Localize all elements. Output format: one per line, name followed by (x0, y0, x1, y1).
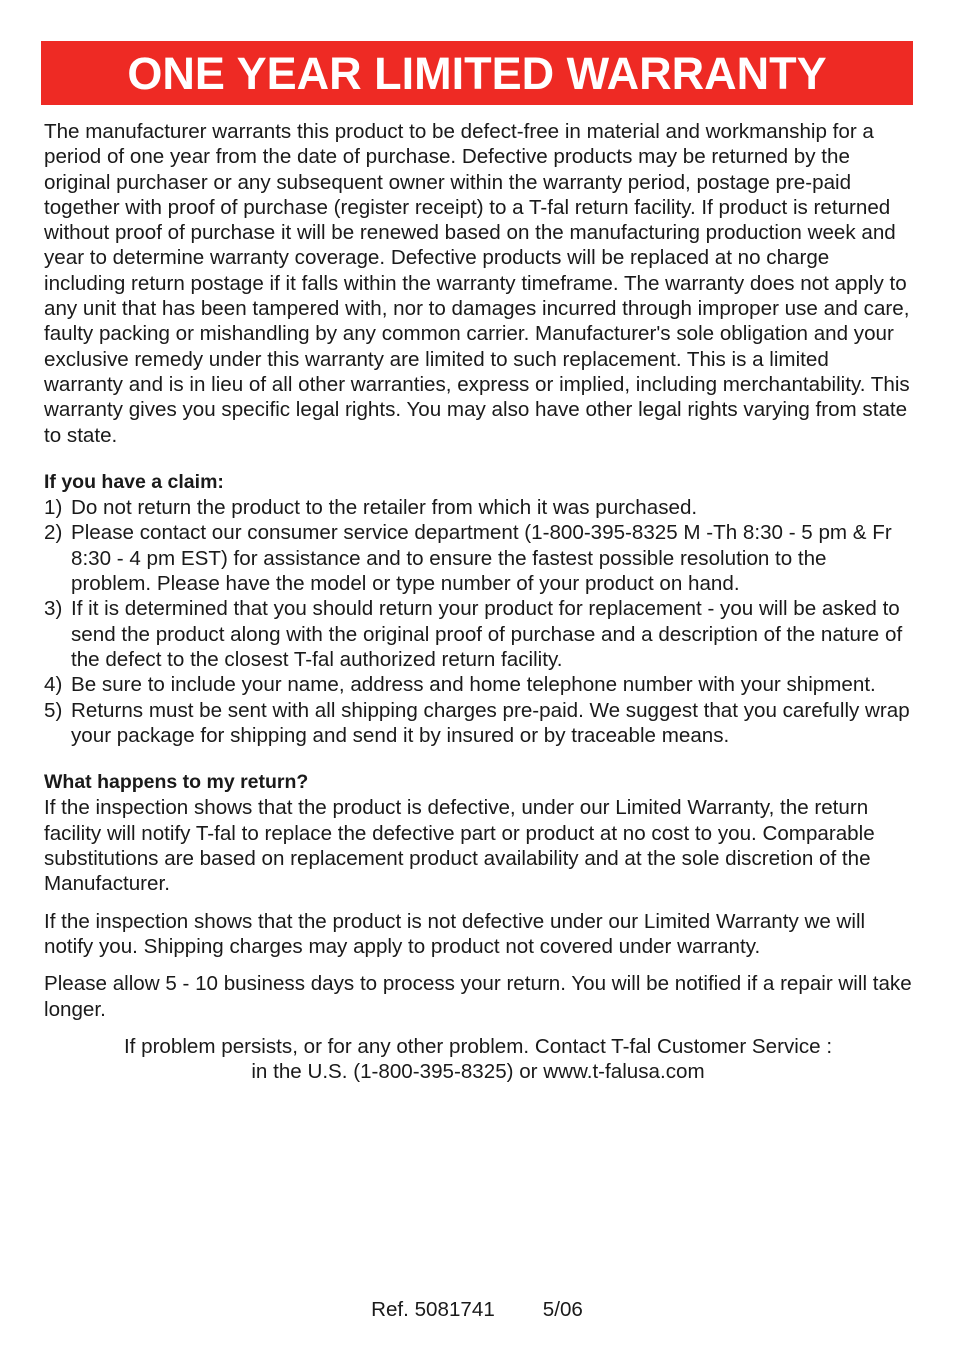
intro-paragraph: The manufacturer warrants this product to be defect-free in material and workmanship for a period of one year from the date of purchase. Defective products may be returned by the original purchaser or any subsequent owner within the warranty period, postage pre-paid together with proof of purchase (register receipt) to a T-fal return facility. If product is returned without proof of purchase it will be renewed based on the manufacturing production week and year to determine warranty coverage. Defective products will be replaced at no charge including return postage if it falls within the warranty timeframe. The warranty does not apply to any unit that has been tampered with, nor to damages incurred through improper use and care, faulty packing or mishandling by any common carrier. Manufacturer's sole obligation and your exclusive remedy under this warranty are limited to such replacement. This is a limited warranty and is in lieu of all other warranties, express or implied, including merchantability. This warranty gives you specific legal rights. You may also have other legal rights varying from state to state. (44, 120, 910, 447)
claim-heading: If you have a claim: (44, 470, 224, 493)
warranty-body (44, 119, 912, 1084)
step-text: Be sure to include your name, address and home telephone number with your shipment. (71, 673, 876, 697)
claim-step (44, 698, 912, 749)
footer-reference (0, 1298, 954, 1322)
claim-step (44, 672, 912, 697)
contact-block (44, 1034, 912, 1085)
claim-step (44, 596, 912, 672)
page-title: ONE YEAR LIMITED WARRANTY (127, 47, 827, 99)
revision-date: 5/06 (542, 1298, 583, 1321)
contact-line-1: If problem persists, or for any other problem. Contact T-fal Customer Service : (123, 1034, 833, 1058)
claim-step (44, 520, 912, 596)
step-number: 5) (44, 698, 63, 722)
contact-line-2: in the U.S. (1-800-395-8325) or www.t-falusa.com (251, 1060, 705, 1084)
step-number: 3) (44, 597, 63, 621)
step-text: If it is determined that you should return your product for replacement - you will be asked to send the product along with the original proof of purchase and a description of the nature of the defect to the closest T-fal authorized return facility. (71, 597, 903, 671)
return-paragraph-timing: Please allow 5 - 10 business days to process your return. You will be notified if a repair will take longer. (44, 972, 912, 1021)
return-heading: What happens to my return? (44, 771, 309, 794)
step-text: Please contact our consumer service department (1-800-395-8325 M -Th 8:30 - 5 pm & Fr 8:30 - 4 pm EST) for assistance and to ensure the fastest possible resolution to the problem. Please have the model or type number of your product on hand. (71, 521, 892, 596)
step-text: Do not return the product to the retailer from which it was purchased. (71, 496, 698, 520)
step-number: 4) (44, 673, 63, 697)
return-paragraph-not-defective: If the inspection shows that the product is not defective under our Limited Warranty we will notify you. Shipping charges may apply to product not covered under warranty. (44, 909, 866, 958)
claim-steps-list (44, 495, 912, 748)
title-banner (41, 41, 913, 105)
step-number: 1) (44, 496, 63, 520)
reference-number: Ref. 5081741 (371, 1298, 495, 1321)
return-paragraph-defective: If the inspection shows that the product is defective, under our Limited Warranty, the return facility will notify T-fal to replace the defective part or product at no cost to you. Comparable substitutions are based on replacement product availability and at the sole discretion of the Manufacturer. (44, 796, 875, 896)
step-number: 2) (44, 521, 63, 545)
claim-step (44, 495, 912, 520)
step-text: Returns must be sent with all shipping charges pre-paid. We suggest that you carefully wrap your package for shipping and send it by insured or by traceable means. (71, 698, 910, 747)
